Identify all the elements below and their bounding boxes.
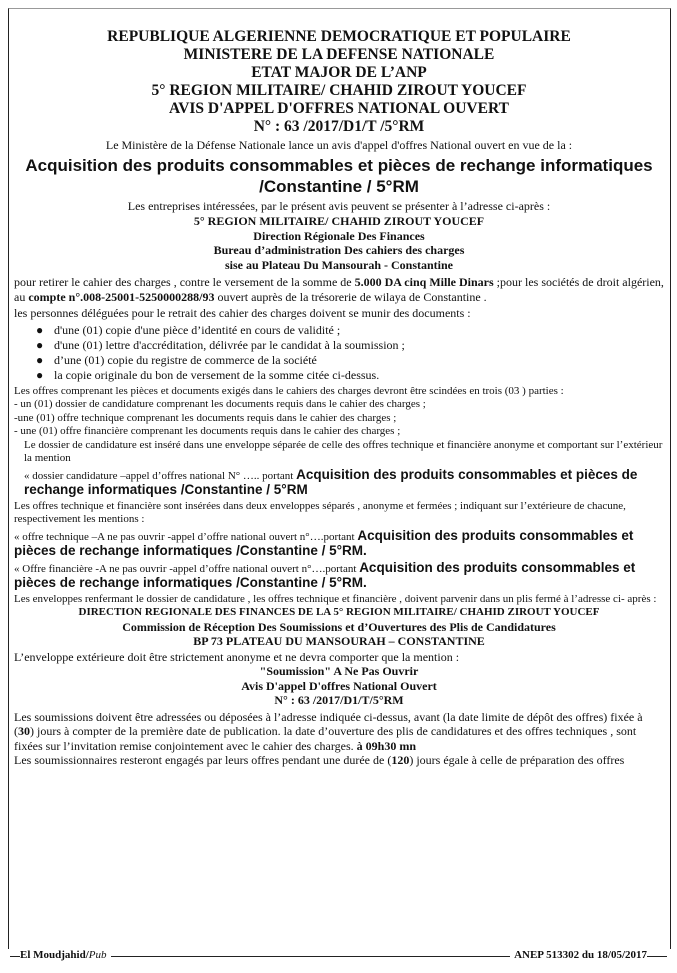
offers-intro: Les offres comprenant les pièces et documents exigés dans le cahiers des charges devront être scindées en trois (03 ) parties : xyxy=(14,384,564,397)
header-ministry: MINISTERE DE LA DEFENSE NATIONALE xyxy=(183,46,495,63)
validity-text-1: Les soumissionnaires resteront engagés par leurs offres pendant une durée de ( xyxy=(14,753,392,767)
list-item xyxy=(36,322,664,338)
submission-paragraph xyxy=(14,710,664,754)
address2-commission: Commission de Réception Des Soumissions et d’Ouvertures des Plis de Candidatures xyxy=(122,619,556,634)
footer-newspaper: El Moudjahid/ xyxy=(20,949,89,961)
header-notice-type: AVIS D'APPEL D'OFFRES NATIONAL OUVERT xyxy=(169,100,509,117)
document-item-text: d'une (01) lettre d'accréditation, délivrée par le candidat à la soumission ; xyxy=(54,337,405,352)
document-item-text: la copie originale du bon de versement de la somme citée ci-dessus. xyxy=(54,367,380,382)
bullet-icon: ● xyxy=(36,352,44,367)
validity-days: 120 xyxy=(391,753,410,767)
header-republic: REPUBLIQUE ALGERIENNE DEMOCRATIQUE ET POPULAIRE xyxy=(107,28,571,45)
mention-candidature-prefix: « dossier candidature –appel d’offres national N° ….. portant xyxy=(24,469,297,482)
document-item-text: d'une (01) copie d'une pièce d’identité en cours de validité ; xyxy=(54,322,341,337)
payment-amount: 5.000 DA cinq Mille Dinars xyxy=(354,275,494,289)
validity-paragraph xyxy=(14,753,664,768)
envelopes-text: Les offres technique et financière sont insérées dans deux enveloppes séparés , anonyme et fermées ; indiquant sur l’extérieure de chacune, respectivement les mentions : xyxy=(14,499,626,525)
object-title-line1: Acquisition des produits consommables et pièces de rechange informatiques xyxy=(25,156,653,175)
payment-text-2: ;pour les sociétés de droit algérien, au xyxy=(14,275,664,304)
mention-technique-object: Acquisition des produits consommables et pièces de rechange informatiques /Constantine / 5°RM. xyxy=(14,527,634,558)
list-item xyxy=(36,352,664,368)
deliver-text: Les enveloppes renfermant le dossier de candidature , les offres technique et financière , doivent parvenir dans un plis fermé à l’adresse ci- après : xyxy=(14,592,657,605)
mention-candidature-object: Acquisition des produits consommables et pièces de rechange informatiques /Constantine / 5°RM xyxy=(24,466,638,497)
present-text: Les entreprises intéressées, par le présent avis peuvent se présenter à l’adresse ci-après : xyxy=(127,199,551,213)
payment-account: compte n°.008-25001-5250000288/93 xyxy=(28,289,215,304)
documents-list xyxy=(14,323,664,383)
offer-part-financiere: - une (01) offre financière comprenant les documents requis dans le cahier des charges ; xyxy=(14,425,401,437)
address1-bureau: Bureau d’administration Des cahiers des charges xyxy=(213,243,465,257)
list-item xyxy=(36,337,664,353)
header-notice-number: N° : 63 /2017/D1/T /5°RM xyxy=(253,118,425,135)
submission-text-1: Les soumissions doivent être adressées ou déposées à l’adresse indiquée ci-dessus, avant (la date limite de dépôt des offres) fixée à ( xyxy=(14,709,643,738)
bullet-icon: ● xyxy=(36,337,44,352)
envelope-mention-soumission: "Soumission" A Ne Pas Ouvrir xyxy=(259,664,419,678)
address1-region: 5° REGION MILITAIRE/ CHAHID ZIROUT YOUCEF xyxy=(193,214,485,228)
mention-financiere-prefix: « Offre financière -A ne pas ouvrir -appel d’offre national ouvert n°….portant xyxy=(14,562,360,575)
header-region: 5° REGION MILITAIRE/ CHAHID ZIROUT YOUCEF xyxy=(151,82,527,99)
exterior-text: L’enveloppe extérieure doit être strictement anonyme et ne devra comporter que la mention : xyxy=(14,649,460,664)
mention-financiere-object: Acquisition des produits consommables et pièces de rechange informatiques /Constantine / 5°RM. xyxy=(14,559,636,590)
offer-part-dossier: - un (01) dossier de candidature comprenant les documents requis dans le cahier des charges ; xyxy=(14,398,426,410)
address1-location: sise au Plateau Du Mansourah - Constantine xyxy=(224,257,454,272)
mention-candidature xyxy=(14,468,664,498)
object-title-line2: /Constantine / 5°RM xyxy=(259,177,419,196)
mention-financiere xyxy=(14,561,664,591)
submission-days: 30 xyxy=(18,724,30,738)
footer-anep-reference: ANEP 513302 du 18/05/2017 xyxy=(510,949,647,961)
submission-text-2: ) jours à compter de la première date de publication. la date d’ouverture des plis de candidatures et des offres techniques , sont fixées sur l’invitation remise conjointement avec le cahier des charges. xyxy=(14,724,637,753)
envelope-mention-avis: Avis D'appel D'offres National Ouvert xyxy=(241,678,437,693)
footer-publication xyxy=(20,949,111,961)
offer-part-technique: -une (01) offre technique comprenant les documents requis dans le cahier des charges ; xyxy=(14,411,397,424)
mention-technique-prefix: « offre technique –A ne pas ouvrir -appel d’offre national ouvert n°….portant xyxy=(14,530,358,543)
list-item xyxy=(36,367,664,383)
announcement xyxy=(14,28,664,768)
mention-technique xyxy=(14,529,664,559)
address2-direction: DIRECTION REGIONALE DES FINANCES DE LA 5° REGION MILITAIRE/ CHAHID ZIROUT YOUCEF xyxy=(78,606,600,618)
bullet-icon: ● xyxy=(36,367,44,382)
bullet-icon: ● xyxy=(36,322,44,337)
validity-text-2: ) jours égale à celle de préparation des offres xyxy=(409,753,625,767)
address2-bp: BP 73 PLATEAU DU MANSOURAH – CONSTANTINE xyxy=(193,634,485,648)
payment-text-3: ouvert auprès de la trésorerie de wilaya de Constantine . xyxy=(214,289,487,304)
dossier-text: Le dossier de candidature est inséré dans une enveloppe séparée de celle des offres technique et financière anonyme et comportant sur l’extérieur la mention xyxy=(24,438,663,464)
payment-text-1: pour retirer le cahier des charges , contre le versement de la somme de xyxy=(14,275,355,289)
envelope-mention-number: N° : 63 /2017/D1/T/5°RM xyxy=(274,693,404,707)
address1-direction: Direction Régionale Des Finances xyxy=(253,228,425,243)
documents-intro: les personnes déléguées pour le retrait des cahier des charges doivent se munir des documents : xyxy=(14,306,471,320)
header-etat-major: ETAT MAJOR DE L’ANP xyxy=(251,64,427,81)
submission-time: à 09h30 mn xyxy=(356,738,416,753)
intro-text: Le Ministère de la Défense Nationale lance un avis d'appel d'offres National ouvert en vue de la : xyxy=(105,138,573,152)
payment-paragraph xyxy=(14,275,664,304)
footer-pub: Pub xyxy=(88,949,107,961)
document-item-text: d’une (01) copie du registre de commerce de la société xyxy=(54,352,317,367)
footer xyxy=(0,946,677,966)
